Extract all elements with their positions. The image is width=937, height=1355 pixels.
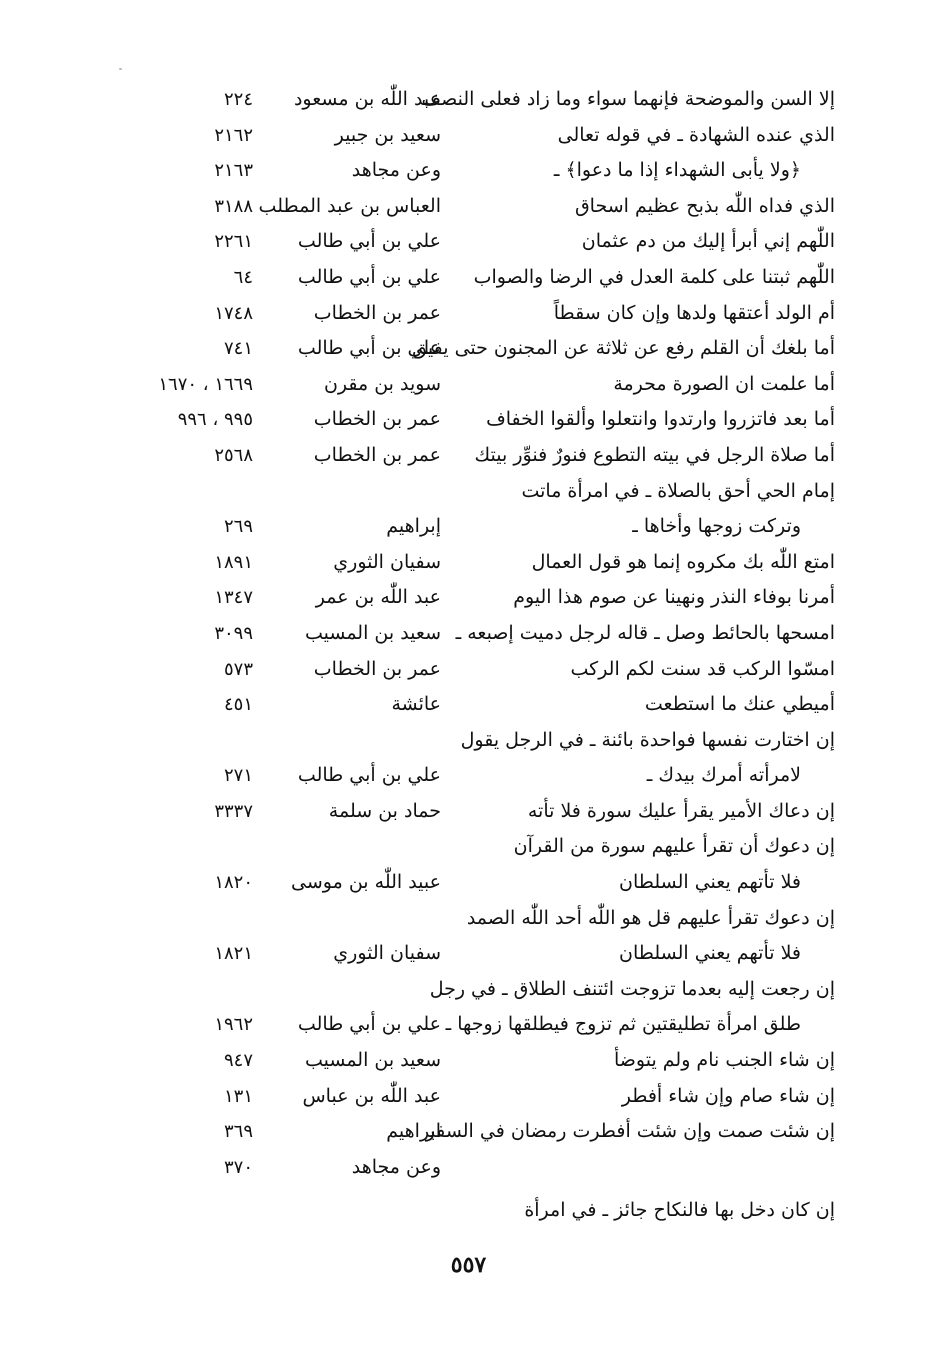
narrator-name: عمر بن الخطاب (313, 301, 441, 324)
index-row (0, 474, 937, 510)
reference-number: ٢١٦٣ (214, 160, 253, 182)
index-row (0, 901, 937, 937)
hadith-text: إن دعوك أن تقرأ عليهم سورة من القرآن (513, 835, 835, 858)
index-row (0, 1114, 937, 1150)
narrator-name: سويد بن مقرن (323, 372, 441, 395)
narrator-name: عمر بن الخطاب (313, 443, 441, 466)
index-row (0, 296, 937, 332)
index-row (0, 687, 937, 723)
index-row (0, 509, 937, 545)
narrator-name: العباس بن عبد المطلب (258, 194, 441, 217)
hadith-text: إلا السن والموضحة فإنهما سواء وما زاد فعلى النصف (421, 88, 835, 110)
narrator-name: سعيد بن جبير (334, 123, 441, 146)
hadith-text: أم الولد أعتقها ولدها وإن كان سقطاً (553, 301, 835, 324)
hadith-text: أما بلغك أن القلم رفع عن ثلاثة عن المجنون حتى يفيق (412, 337, 835, 360)
narrator-name: علي بن أبي طالب (297, 337, 441, 360)
narrator-name: عمر بن الخطاب (313, 657, 441, 680)
index-row (0, 829, 937, 865)
index-row (0, 224, 937, 260)
reference-number: ٢٧١ (223, 765, 253, 787)
reference-number: ٢٢٤ (223, 89, 253, 110)
index-row (0, 723, 937, 759)
index-row (0, 936, 937, 972)
narrator-name: علي بن أبي طالب (297, 265, 441, 288)
narrator-name: سفيان الثوري (333, 550, 441, 573)
hadith-text: ﴿ولا يأبى الشهداء إذا ما دعوا﴾ ـ (553, 159, 801, 182)
hadith-text: امسّوا الركب قد سنت لكم الركب (570, 657, 835, 680)
hadith-text: الذي فداه اللّٰه بذبح عظيم اسحاق (574, 194, 835, 217)
index-row (0, 580, 937, 616)
narrator-name: وعن مجاهد (351, 159, 441, 182)
narrator-name: ابراهيم (386, 1120, 441, 1143)
narrator-name: سعيد بن المسيب (304, 1049, 441, 1072)
narrator-name: سفيان الثوري (333, 942, 441, 965)
hadith-text: طلق امرأة تطليقتين ثم تزوج فيطلقها زوجها ـ (445, 1013, 801, 1036)
hadith-text: فلا تأتهم يعني السلطان (619, 942, 801, 965)
reference-number: ١٦٦٩ ، ١٦٧٠ (158, 373, 253, 395)
hadith-text: إن كان دخل بها فالنكاح جائز ـ في امرأة (524, 1199, 835, 1222)
index-row (0, 260, 937, 296)
reference-number: ٣٧٠ (223, 1156, 253, 1178)
hadith-text: إن اختارت نفسها فواحدة بائنة ـ في الرجل يقول (460, 728, 835, 751)
index-row (0, 367, 937, 403)
reference-number: ٥٧٣ (223, 658, 253, 680)
reference-number: ٧٤١ (223, 338, 253, 360)
reference-number: ٤٥١ (223, 694, 253, 716)
index-row (0, 82, 937, 118)
hadith-text: إن دعاك الأمير يقرأ عليك سورة فلا تأته (527, 799, 835, 822)
index-row (0, 652, 937, 688)
hadith-text: أما صلاة الرجل في بيته التطوع فنورٌ فنوِّر بيتك (474, 443, 835, 466)
narrator-name: علي بن أبي طالب (297, 230, 441, 253)
index-row (0, 153, 937, 189)
reference-number: ١٨٢١ (214, 943, 253, 965)
reference-number: ٢٢٦١ (214, 231, 253, 253)
hadith-text: إن شاء صام وإن شاء أفطر (621, 1084, 835, 1107)
index-row (0, 1043, 937, 1079)
index-row (0, 189, 937, 225)
index-row (0, 118, 937, 154)
reference-number: ٢٥٦٨ (214, 444, 253, 466)
narrator-name: علي بن أبي طالب (297, 1013, 441, 1036)
narrator-name: علي بن أبي طالب (297, 764, 441, 787)
reference-number: ٩٩٥ ، ٩٩٦ (177, 409, 253, 431)
index-row (0, 616, 937, 652)
hadith-text: إن شاء الجنب نام ولم يتوضأ (613, 1049, 835, 1072)
page-number: ٥٥٧ (450, 1252, 487, 1278)
reference-number: ١٨٢٠ (214, 872, 253, 894)
index-row (0, 794, 937, 830)
reference-number: ٢١٦٢ (214, 124, 253, 146)
index-row (0, 331, 937, 367)
index-row (0, 1193, 937, 1229)
reference-number: ٩٤٧ (223, 1050, 253, 1072)
hadith-text: امتع اللّٰه بك مكروه إنما هو قول العمال (531, 550, 835, 573)
reference-number: ١٣١ (223, 1085, 253, 1107)
reference-number: ٣٣٣٧ (214, 800, 253, 822)
narrator-name: عبيد اللّٰه بن موسى (291, 871, 441, 894)
index-row (0, 758, 937, 794)
index-row (0, 1079, 937, 1115)
index-row (0, 438, 937, 474)
index-row (0, 1007, 937, 1043)
narrator-name: إبراهيم (386, 515, 441, 538)
hadith-text: أميطي عنك ما استطعت (644, 693, 835, 716)
hadith-text: إن دعوك تقرأ عليهم قل هو اللّٰه أحد اللّٰه الصمد (466, 906, 835, 929)
reference-number: ١٨٩١ (214, 551, 253, 573)
scan-speck (119, 68, 122, 70)
narrator-name: عمر بن الخطاب (313, 408, 441, 431)
reference-number: ٣١٨٨ (214, 195, 253, 217)
hadith-text: أمرنا بوفاء النذر ونهينا عن صوم هذا اليوم (513, 586, 835, 609)
narrator-name: سعيد بن المسيب (304, 621, 441, 644)
narrator-name: عائشة (391, 693, 441, 716)
hadith-text: إن رجعت إليه بعدما تزوجت ائتنف الطلاق ـ في رجل (429, 977, 835, 1000)
narrator-name: حماد بن سلمة (328, 799, 441, 822)
hadith-text: وتركت زوجها وأخاها ـ (632, 515, 801, 538)
hadith-text: أما بعد فاتزروا وارتدوا وانتعلوا وألقوا الخفاف (486, 408, 835, 431)
hadith-text: إمام الحي أحق بالصلاة ـ في امرأة ماتت (521, 479, 835, 502)
index-row (0, 1150, 937, 1186)
hadith-text: الذي عنده الشهادة ـ في قوله تعالى (557, 123, 835, 146)
hadith-text: أما علمت ان الصورة محرمة (613, 372, 835, 395)
reference-number: ١٣٤٧ (214, 587, 253, 609)
reference-number: ٢٦٩ (223, 516, 253, 538)
hadith-text: اللّٰهم ثبتنا على كلمة العدل في الرضا والصواب (473, 265, 835, 288)
narrator-name: عبد اللّٰه بن عباس (302, 1084, 441, 1107)
narrator-name: عبد اللّٰه بن عمر (315, 586, 441, 609)
index-table (0, 82, 937, 1229)
hadith-text: امسحها بالحائط وصل ـ قاله لرجل دميت إصبعه ـ (455, 621, 835, 644)
narrator-name: وعن مجاهد (351, 1155, 441, 1178)
reference-number: ١٧٤٨ (214, 302, 253, 324)
narrator-name: عبد اللّٰه بن مسعود (293, 88, 441, 110)
hadith-text: لامرأته أمرك بيدك ـ (646, 764, 801, 787)
reference-number: ٦٤ (233, 266, 253, 288)
index-row (0, 545, 937, 581)
reference-number: ١٩٦٢ (214, 1014, 253, 1036)
reference-number: ٣٦٩ (223, 1121, 253, 1143)
index-row (0, 972, 937, 1008)
hadith-text: اللّٰهم إني أبرأ إليك من دم عثمان (581, 230, 835, 253)
hadith-text: إن شئت صمت وإن شئت أفطرت رمضان في السفر (425, 1120, 835, 1143)
index-row (0, 865, 937, 901)
hadith-text: فلا تأتهم يعني السلطان (619, 871, 801, 894)
index-row (0, 402, 937, 438)
reference-number: ٣٠٩٩ (214, 622, 253, 644)
